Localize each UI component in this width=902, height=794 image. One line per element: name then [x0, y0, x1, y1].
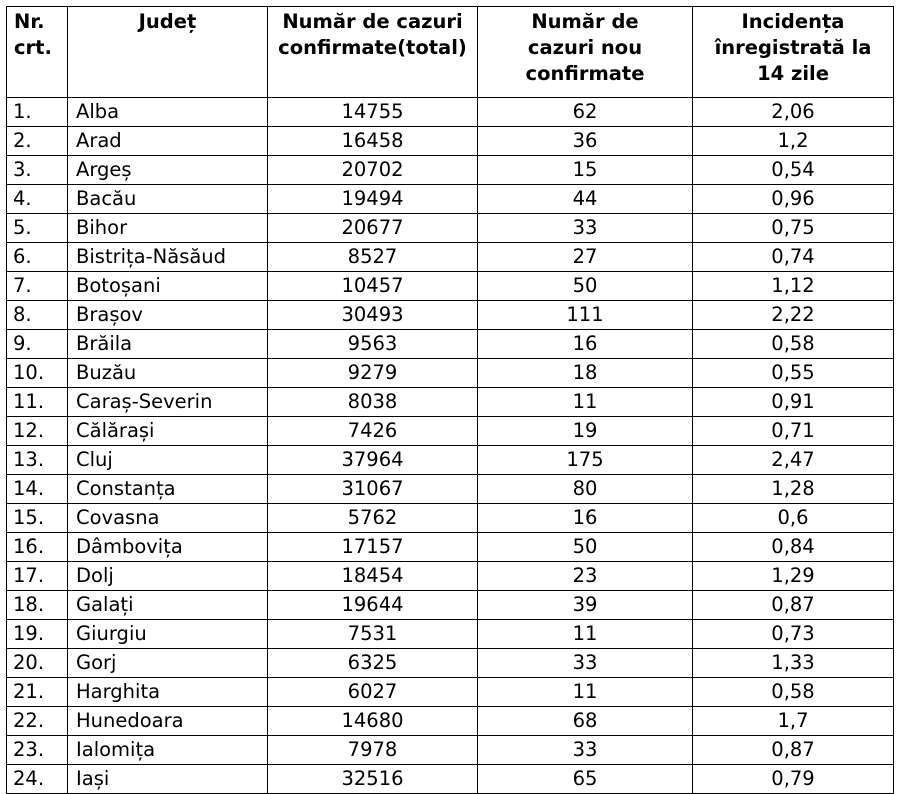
table-row [7, 301, 894, 330]
incidence-14-days-cell: 0,75 [693, 214, 894, 243]
new-cases-cell: 65 [478, 765, 693, 794]
header-total-cases: Număr de cazuri confirmate(total) [268, 7, 478, 98]
row-number-cell: 8. [7, 301, 68, 330]
total-cases-cell: 37964 [268, 446, 478, 475]
incidence-14-days-cell: 2,22 [693, 301, 894, 330]
total-cases-cell: 30493 [268, 301, 478, 330]
total-cases-cell: 6325 [268, 649, 478, 678]
county-name-cell: Constanța [68, 475, 268, 504]
total-cases-cell: 14755 [268, 98, 478, 127]
total-cases-cell: 19494 [268, 185, 478, 214]
total-cases-cell: 17157 [268, 533, 478, 562]
incidence-14-days-cell: 0,58 [693, 678, 894, 707]
county-name-cell: Brașov [68, 301, 268, 330]
new-cases-cell: 62 [478, 98, 693, 127]
new-cases-cell: 11 [478, 388, 693, 417]
incidence-14-days-cell: 0,84 [693, 533, 894, 562]
header-incidence: Incidența înregistrată la 14 zile [693, 7, 894, 98]
total-cases-cell: 20677 [268, 214, 478, 243]
table-row [7, 533, 894, 562]
row-number-cell: 4. [7, 185, 68, 214]
covid-cases-table [6, 6, 894, 794]
row-number-cell: 23. [7, 736, 68, 765]
table-row [7, 475, 894, 504]
county-name-cell: Harghita [68, 678, 268, 707]
total-cases-cell: 14680 [268, 707, 478, 736]
row-number-cell: 14. [7, 475, 68, 504]
header-nr-crt: Nr. crt. [7, 7, 68, 98]
new-cases-cell: 33 [478, 736, 693, 765]
new-cases-cell: 33 [478, 214, 693, 243]
row-number-cell: 22. [7, 707, 68, 736]
row-number-cell: 18. [7, 591, 68, 620]
row-number-cell: 21. [7, 678, 68, 707]
new-cases-cell: 36 [478, 127, 693, 156]
total-cases-cell: 32516 [268, 765, 478, 794]
row-number-cell: 19. [7, 620, 68, 649]
table-row [7, 272, 894, 301]
new-cases-cell: 80 [478, 475, 693, 504]
row-number-cell: 24. [7, 765, 68, 794]
county-name-cell: Bihor [68, 214, 268, 243]
incidence-14-days-cell: 0,55 [693, 359, 894, 388]
new-cases-cell: 15 [478, 156, 693, 185]
incidence-14-days-cell: 0,91 [693, 388, 894, 417]
incidence-14-days-cell: 2,06 [693, 98, 894, 127]
row-number-cell: 13. [7, 446, 68, 475]
table-row [7, 620, 894, 649]
total-cases-cell: 18454 [268, 562, 478, 591]
new-cases-cell: 68 [478, 707, 693, 736]
table-row [7, 388, 894, 417]
incidence-14-days-cell: 0,87 [693, 736, 894, 765]
total-cases-cell: 20702 [268, 156, 478, 185]
table-row [7, 591, 894, 620]
row-number-cell: 7. [7, 272, 68, 301]
total-cases-cell: 10457 [268, 272, 478, 301]
table-row [7, 765, 894, 794]
table-row [7, 330, 894, 359]
county-name-cell: Cluj [68, 446, 268, 475]
new-cases-cell: 16 [478, 504, 693, 533]
new-cases-cell: 16 [478, 330, 693, 359]
incidence-14-days-cell: 0,58 [693, 330, 894, 359]
total-cases-cell: 6027 [268, 678, 478, 707]
county-name-cell: Bacău [68, 185, 268, 214]
total-cases-cell: 7531 [268, 620, 478, 649]
row-number-cell: 3. [7, 156, 68, 185]
new-cases-cell: 27 [478, 243, 693, 272]
county-name-cell: Botoșani [68, 272, 268, 301]
incidence-14-days-cell: 1,29 [693, 562, 894, 591]
incidence-14-days-cell: 2,47 [693, 446, 894, 475]
incidence-14-days-cell: 0,6 [693, 504, 894, 533]
row-number-cell: 10. [7, 359, 68, 388]
table-row [7, 156, 894, 185]
county-name-cell: Giurgiu [68, 620, 268, 649]
total-cases-cell: 9279 [268, 359, 478, 388]
table-row [7, 243, 894, 272]
row-number-cell: 1. [7, 98, 68, 127]
new-cases-cell: 33 [478, 649, 693, 678]
county-name-cell: Dâmbovița [68, 533, 268, 562]
table-row [7, 98, 894, 127]
total-cases-cell: 7978 [268, 736, 478, 765]
county-name-cell: Ialomița [68, 736, 268, 765]
county-name-cell: Covasna [68, 504, 268, 533]
new-cases-cell: 23 [478, 562, 693, 591]
new-cases-cell: 111 [478, 301, 693, 330]
header-row [7, 7, 894, 98]
incidence-14-days-cell: 0,71 [693, 417, 894, 446]
incidence-14-days-cell: 0,79 [693, 765, 894, 794]
new-cases-cell: 50 [478, 533, 693, 562]
county-name-cell: Hunedoara [68, 707, 268, 736]
total-cases-cell: 8038 [268, 388, 478, 417]
row-number-cell: 11. [7, 388, 68, 417]
header-judet: Județ [68, 7, 268, 98]
new-cases-cell: 50 [478, 272, 693, 301]
row-number-cell: 12. [7, 417, 68, 446]
new-cases-cell: 39 [478, 591, 693, 620]
table-row [7, 185, 894, 214]
table-row [7, 678, 894, 707]
county-name-cell: Gorj [68, 649, 268, 678]
new-cases-cell: 18 [478, 359, 693, 388]
incidence-14-days-cell: 1,7 [693, 707, 894, 736]
row-number-cell: 5. [7, 214, 68, 243]
row-number-cell: 15. [7, 504, 68, 533]
incidence-14-days-cell: 0,73 [693, 620, 894, 649]
table-row [7, 707, 894, 736]
county-name-cell: Bistrița-Năsăud [68, 243, 268, 272]
incidence-14-days-cell: 0,74 [693, 243, 894, 272]
row-number-cell: 2. [7, 127, 68, 156]
total-cases-cell: 16458 [268, 127, 478, 156]
table-row [7, 446, 894, 475]
new-cases-cell: 44 [478, 185, 693, 214]
county-name-cell: Iași [68, 765, 268, 794]
total-cases-cell: 7426 [268, 417, 478, 446]
table-row [7, 417, 894, 446]
county-name-cell: Buzău [68, 359, 268, 388]
county-name-cell: Argeș [68, 156, 268, 185]
county-name-cell: Galați [68, 591, 268, 620]
row-number-cell: 16. [7, 533, 68, 562]
county-name-cell: Călărași [68, 417, 268, 446]
county-name-cell: Dolj [68, 562, 268, 591]
incidence-14-days-cell: 0,54 [693, 156, 894, 185]
new-cases-cell: 11 [478, 620, 693, 649]
table-row [7, 127, 894, 156]
row-number-cell: 9. [7, 330, 68, 359]
total-cases-cell: 5762 [268, 504, 478, 533]
total-cases-cell: 8527 [268, 243, 478, 272]
county-name-cell: Brăila [68, 330, 268, 359]
table-row [7, 649, 894, 678]
incidence-14-days-cell: 1,2 [693, 127, 894, 156]
row-number-cell: 20. [7, 649, 68, 678]
row-number-cell: 17. [7, 562, 68, 591]
new-cases-cell: 175 [478, 446, 693, 475]
table-row [7, 736, 894, 765]
county-name-cell: Arad [68, 127, 268, 156]
table-row [7, 504, 894, 533]
table-row [7, 562, 894, 591]
new-cases-cell: 11 [478, 678, 693, 707]
county-name-cell: Caraș-Severin [68, 388, 268, 417]
total-cases-cell: 31067 [268, 475, 478, 504]
incidence-14-days-cell: 0,87 [693, 591, 894, 620]
county-name-cell: Alba [68, 98, 268, 127]
table-row [7, 214, 894, 243]
incidence-14-days-cell: 0,96 [693, 185, 894, 214]
incidence-14-days-cell: 1,33 [693, 649, 894, 678]
row-number-cell: 6. [7, 243, 68, 272]
total-cases-cell: 9563 [268, 330, 478, 359]
table-row [7, 359, 894, 388]
header-new-cases: Număr de cazuri nou confirmate [478, 7, 693, 98]
new-cases-cell: 19 [478, 417, 693, 446]
incidence-14-days-cell: 1,28 [693, 475, 894, 504]
incidence-14-days-cell: 1,12 [693, 272, 894, 301]
total-cases-cell: 19644 [268, 591, 478, 620]
